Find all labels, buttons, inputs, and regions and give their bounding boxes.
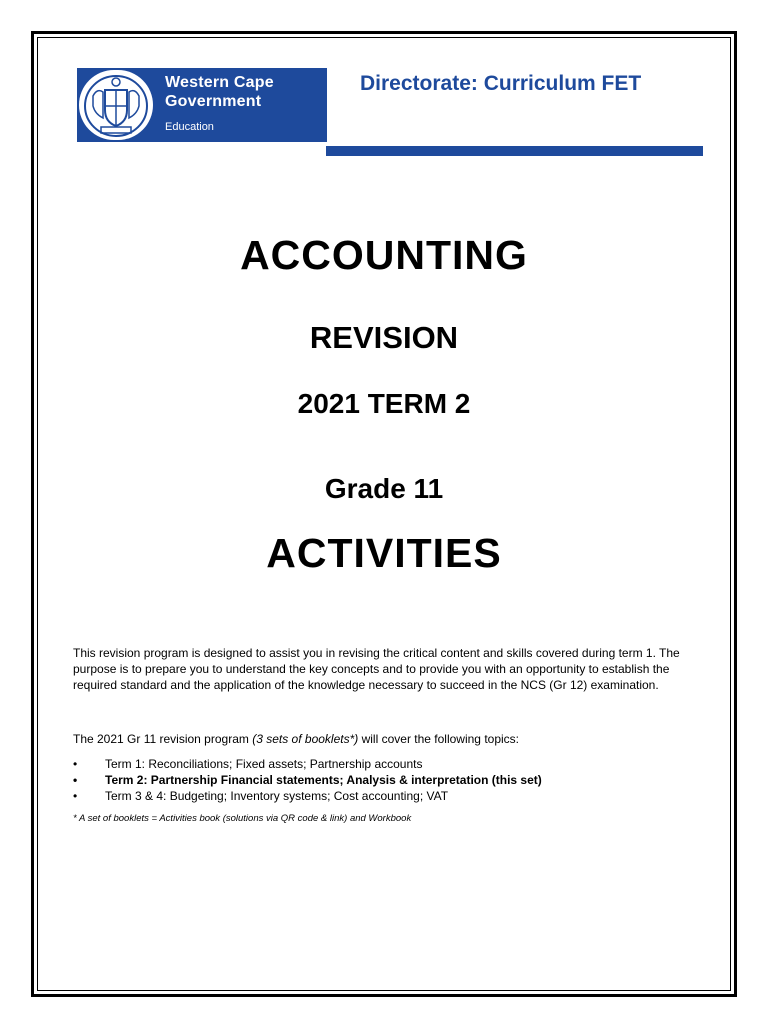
coat-of-arms-icon [79, 70, 153, 140]
program-sentence [73, 731, 698, 747]
program-italic: (3 sets of booklets*) [252, 732, 359, 746]
booklet-footnote: * A set of booklets = Activities book (solutions via QR code & link) and Workbook [73, 813, 412, 824]
page-border-inner [37, 37, 731, 991]
topic-item-term3-4 [73, 788, 698, 804]
western-cape-government-logo [77, 68, 327, 142]
topic-text: Term 3 & 4: Budgeting; Inventory systems; Cost accounting; VAT [105, 789, 449, 803]
topic-text: Term 1: Reconciliations; Fixed assets; Partnership accounts [105, 757, 423, 771]
intro-paragraph: This revision program is designed to assist you in revising the critical content and skills covered during term 1. The purpose is to prepare you to understand the key concepts and to provide you with an opportunity to establish the required standard and the application of the knowledge necessary to succeed in the NCS (Gr 12) examination. [73, 646, 680, 692]
logo-text-government: Government [165, 93, 262, 110]
topic-item-term2 [73, 772, 698, 788]
term-title: 2021 TERM 2 [297, 388, 471, 419]
program-tail: will cover the following topics: [358, 732, 519, 746]
logo-text-western-cape: Western Cape [165, 74, 274, 91]
topic-text: Term 2: Partnership Financial statements; Analysis & interpretation (this set) [105, 773, 542, 787]
bullet-icon: • [73, 789, 78, 803]
topic-item-term1 [73, 756, 698, 772]
revision-title: REVISION [309, 320, 459, 355]
logo-text-education: Education [165, 121, 214, 133]
bullet-icon: • [73, 773, 78, 787]
grade-title: Grade 11 [324, 473, 444, 504]
topics-list [73, 756, 698, 804]
program-lead: The 2021 Gr 11 revision program [73, 732, 253, 746]
activities-title: ACTIVITIES [266, 530, 502, 576]
bullet-icon: • [73, 757, 78, 771]
directorate-heading: Directorate: Curriculum FET [360, 72, 642, 95]
subject-title: ACCOUNTING [240, 232, 528, 278]
header-accent-bar [326, 146, 703, 156]
